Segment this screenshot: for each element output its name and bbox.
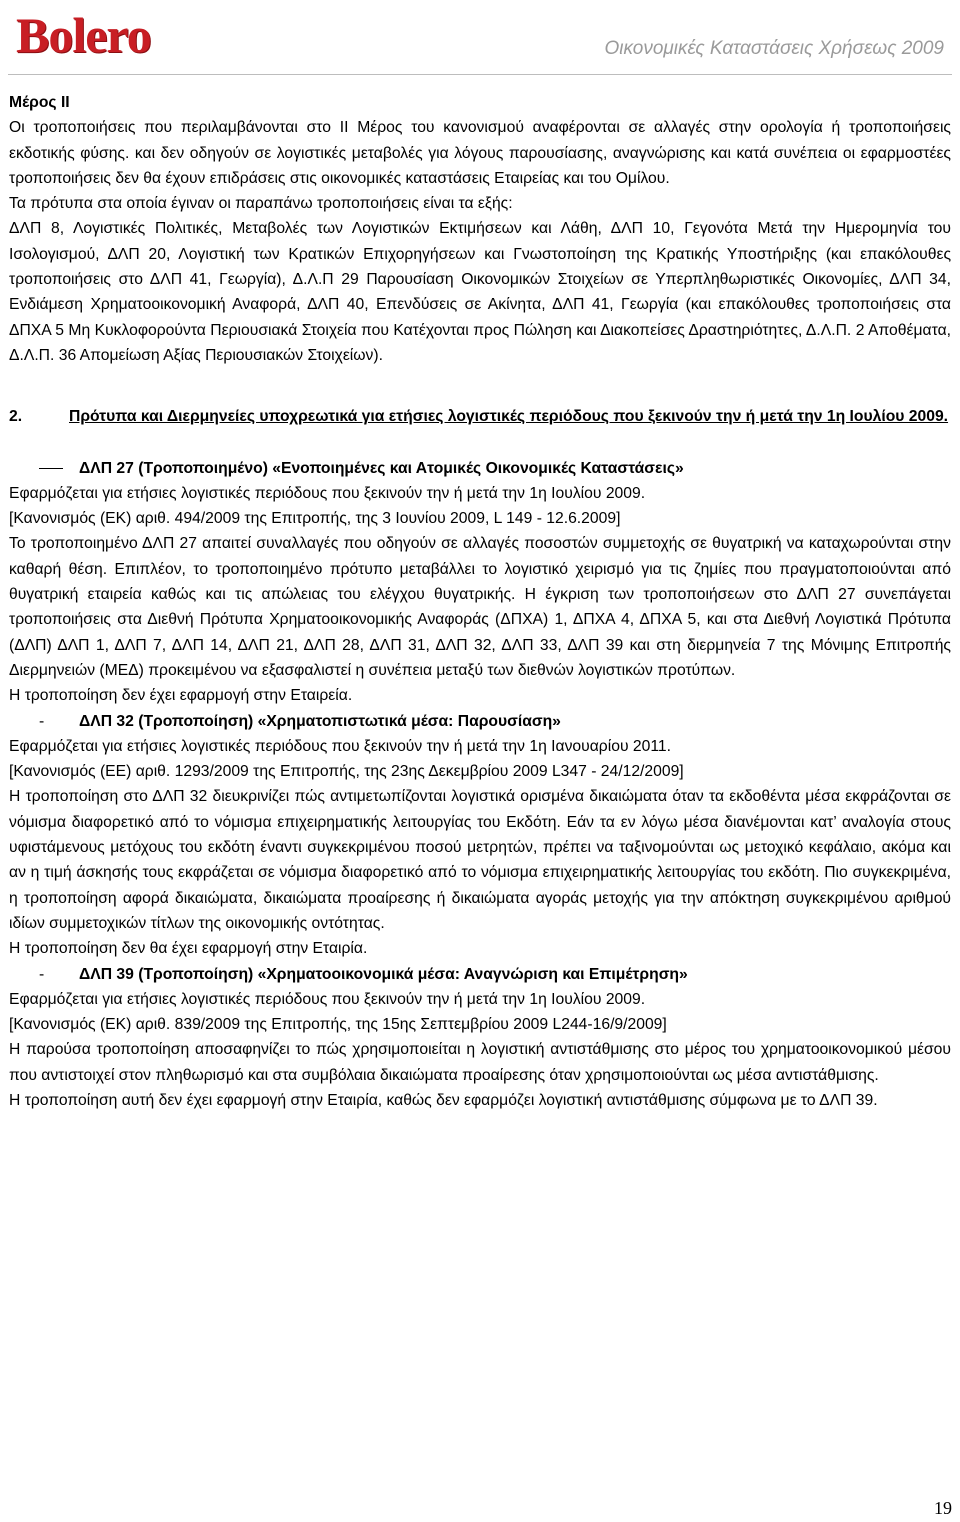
paragraph-standards-list: ΔΛΠ 8, Λογιστικές Πολιτικές, Μεταβολές των Λογιστικών Εκτιμήσεων και Λάθη, ΔΛΠ 10, Γεγονότα Μετά την Ημερομηνία του Ισολογισμού, ΔΛΠ 20, Λογιστική των Κρατικών Επιχορηγήσεων και Γνωστοποίηση της Κρατικής Υποστήριξης (και επακόλουθες τροποποιήσεις στο ΔΛΠ 41, Γεωργία), Δ.Λ.Π 29 Παρουσίαση Οικονομικών Στοιχείων σε Υπερπληθωριστικές Οικονομίες, ΔΛΠ 34, Ενδιάμεση Χρηματοοικονομική Αναφορά, ΔΛΠ 40, Επενδύσεις σε Ακίνητα, ΔΛΠ 41, Γεωργία (και επακόλουθες τροποποιήσεις στα ΔΠΧΑ 5 Μη Κυκλοφορούντα Περιουσιακά Στοιχεία που Κατέχονται προς Πώληση και Διακοπείσες Δραστηριότητες, Δ.Λ.Π. 2 Αποθέματα, Δ.Λ.Π. 36 Απομείωση Αξίας Περιουσιακών Στοιχείων). bbox=[9, 220, 951, 364]
item-regulation: [Κανονισμός (ΕΚ) αριθ. 839/2009 της Επιτροπής, της 15ης Σεπτεμβρίου 2009 L244-16/9/2009] bbox=[9, 1016, 667, 1034]
item-note: Η τροποποίηση δεν έχει εφαρμογή στην Εταιρεία. bbox=[9, 687, 353, 705]
item-applies: Εφαρμόζεται για ετήσιες λογιστικές περιόδους που ξεκινούν την ή μετά την 1η Ιουλίου 2009. bbox=[9, 990, 646, 1008]
item-heading: ΔΛΠ 27 (Τροποποιημένο) «Ενοποιημένες και Ατομικές Οικονομικές Καταστάσεις» bbox=[9, 456, 951, 481]
item-body: Η παρούσα τροποποίηση αποσαφηνίζει το πώς χρησιμοποιείται η λογιστική αντιστάθμισης στο μέρος του χρηματοοικονομικού μέσου που αντιστοιχεί στον πληθωρισμό και στα συμβόλαια δικαιώματα προαίρεσης όταν χρησιμοποιούνται ως μέσα αντιστάθμισης. bbox=[9, 1041, 951, 1084]
paragraph-amendments-intro: Οι τροποποιήσεις που περιλαμβάνονται στο ΙΙ Μέρος του κανονισμού αναφέρονται σε αλλαγές στην ορολογία ή τροποποιήσεις εκδοτικής φύσης. και δεν οδηγούν σε λογιστικές μεταβολές για λόγους παρουσίασης, αναγνώρισης και κατά συνέπεια οι εφαρμοστέες τροποποιήσεις δεν θα έχουν επιδράσεις στις οικονομικές καταστάσεις Εταιρείας και του Ομίλου. bbox=[9, 119, 951, 187]
dash-bullet: - bbox=[39, 965, 45, 983]
item-heading: - ΔΛΠ 32 (Τροποποίηση) «Χρηματοπιστωτικά μέσα: Παρουσίαση» bbox=[9, 709, 951, 734]
dash-bullet bbox=[39, 468, 63, 469]
item-body: Το τροποποιημένο ΔΛΠ 27 απαιτεί συναλλαγές που οδηγούν σε αλλαγές ποσοστών συμμετοχής σε θυγατρική να καταχωρούνται στην καθαρή θέση. Επιπλέον, το τροποποιημένο πρότυπο μεταβάλλει το λογιστικό χειρισμό για τις ζημίες που πραγματοποιούνται από θυγατρική εταιρεία καθώς και τις απώλειας του ελέγχου θυγατρικής. Η έγκριση των τροποποιήσεων στο ΔΛΠ 27 συνεπάγεται τροποποιήσεις στα Διεθνή Πρότυπα Χρηματοοικονομικής Αναφοράς (ΔΠΧΑ) 1, ΔΠΧΑ 4, ΔΠΧΑ 5, και στα Διεθνή Λογιστικά Πρότυπα (ΔΛΠ) ΔΛΠ 1, ΔΛΠ 7, ΔΛΠ 14, ΔΛΠ 21, ΔΛΠ 28, ΔΛΠ 31, ΔΛΠ 32, ΔΛΠ 33, ΔΛΠ 39 και στη διερμηνεία 7 της Μόνιμης Επιτροπής Διερμηνειών (ΜΕΔ) προκειμένου να εξασφαλιστεί η συνέπεια μεταξύ των διεθνών λογιστικών προτύπων. bbox=[9, 535, 951, 679]
section-title: Πρότυπα και Διερμηνείες υποχρεωτικά για ετήσιες λογιστικές περιόδους που ξεκινούν την ή μετά την 1η Ιουλίου 2009. bbox=[69, 408, 949, 426]
item-regulation: [Κανονισμός (ΕΕ) αριθ. 1293/2009 της Επιτροπής, της 23ης Δεκεμβρίου 2009 L347 - 24/12/2009] bbox=[9, 763, 684, 781]
item-body: Η τροποποίηση στο ΔΛΠ 32 διευκρινίζει πώς αντιμετωπίζονται λογιστικά ορισμένα δικαιώματα όταν τα εκδοθέντα μέσα εκφράζονται σε νόμισμα διαφορετικό από το νόμισμα επιχειρηματικής λειτουργίας του Εκδότη. Εάν τα εν λόγω μέσα διανέμονται κατ’ αναλογία στους υφιστάμενους μετόχους του εκδότη έναντι συγκεκριμένου ποσού μετρητών, πρέπει να ταξινομούνται ως μετοχικό κεφάλαιο, ακόμα και αν η τιμή άσκησής τους εκφράζεται σε νόμισμα διαφορετικό από το νόμισμα επιχειρηματικής λειτουργίας του εκδότη. Πιο συγκεκριμένα, η τροποποίηση αφορά δικαιώματα, δικαιώματα προαίρεσης ή δικαιώματα αγοράς μετοχής για την απόκτηση συγκεκριμένου αριθμού ιδίων συμμετοχικών τίτλων της οικονομικής οντότητας. bbox=[9, 788, 951, 932]
item-applies: Εφαρμόζεται για ετήσιες λογιστικές περιόδους που ξεκινούν την ή μετά την 1η Ιανουαρίου 2011. bbox=[9, 737, 671, 755]
section-number: 2. bbox=[9, 408, 23, 426]
list-item bbox=[9, 456, 951, 709]
section-heading bbox=[9, 404, 951, 429]
item-applies: Εφαρμόζεται για ετήσιες λογιστικές περιόδους που ξεκινούν την ή μετά την 1η Ιουλίου 2009. bbox=[9, 484, 646, 502]
page-number: 19 bbox=[934, 1498, 952, 1518]
list-item bbox=[9, 962, 951, 1114]
item-note: Η τροποποίηση δεν θα έχει εφαρμογή στην Εταιρία. bbox=[9, 940, 368, 958]
list-item bbox=[9, 709, 951, 962]
item-note: Η τροποποίηση αυτή δεν έχει εφαρμογή στην Εταιρία, καθώς δεν εφαρμόζει λογιστική αντιστάθμισης σύμφωνα με το ΔΛΠ 39. bbox=[9, 1091, 878, 1109]
item-heading: - ΔΛΠ 39 (Τροποποίηση) «Χρηματοοικονομικά μέσα: Αναγνώριση και Επιμέτρηση» bbox=[9, 962, 951, 987]
part-heading: Μέρος ΙΙ bbox=[9, 94, 70, 111]
item-regulation: [Κανονισμός (ΕΚ) αριθ. 494/2009 της Επιτροπής, της 3 Ιουνίου 2009, L 149 - 12.6.2009] bbox=[9, 510, 621, 528]
paragraph-standards-intro: Τα πρότυπα στα οποία έγιναν οι παραπάνω τροποποιήσεις είναι τα εξής: bbox=[9, 195, 513, 213]
document-title: Οικονομικές Καταστάσεις Χρήσεως 2009 bbox=[604, 38, 944, 59]
header-divider bbox=[8, 74, 952, 75]
bolero-logo: Bolero bbox=[16, 7, 151, 63]
dash-bullet: - bbox=[39, 712, 45, 730]
document-body bbox=[9, 90, 951, 1113]
